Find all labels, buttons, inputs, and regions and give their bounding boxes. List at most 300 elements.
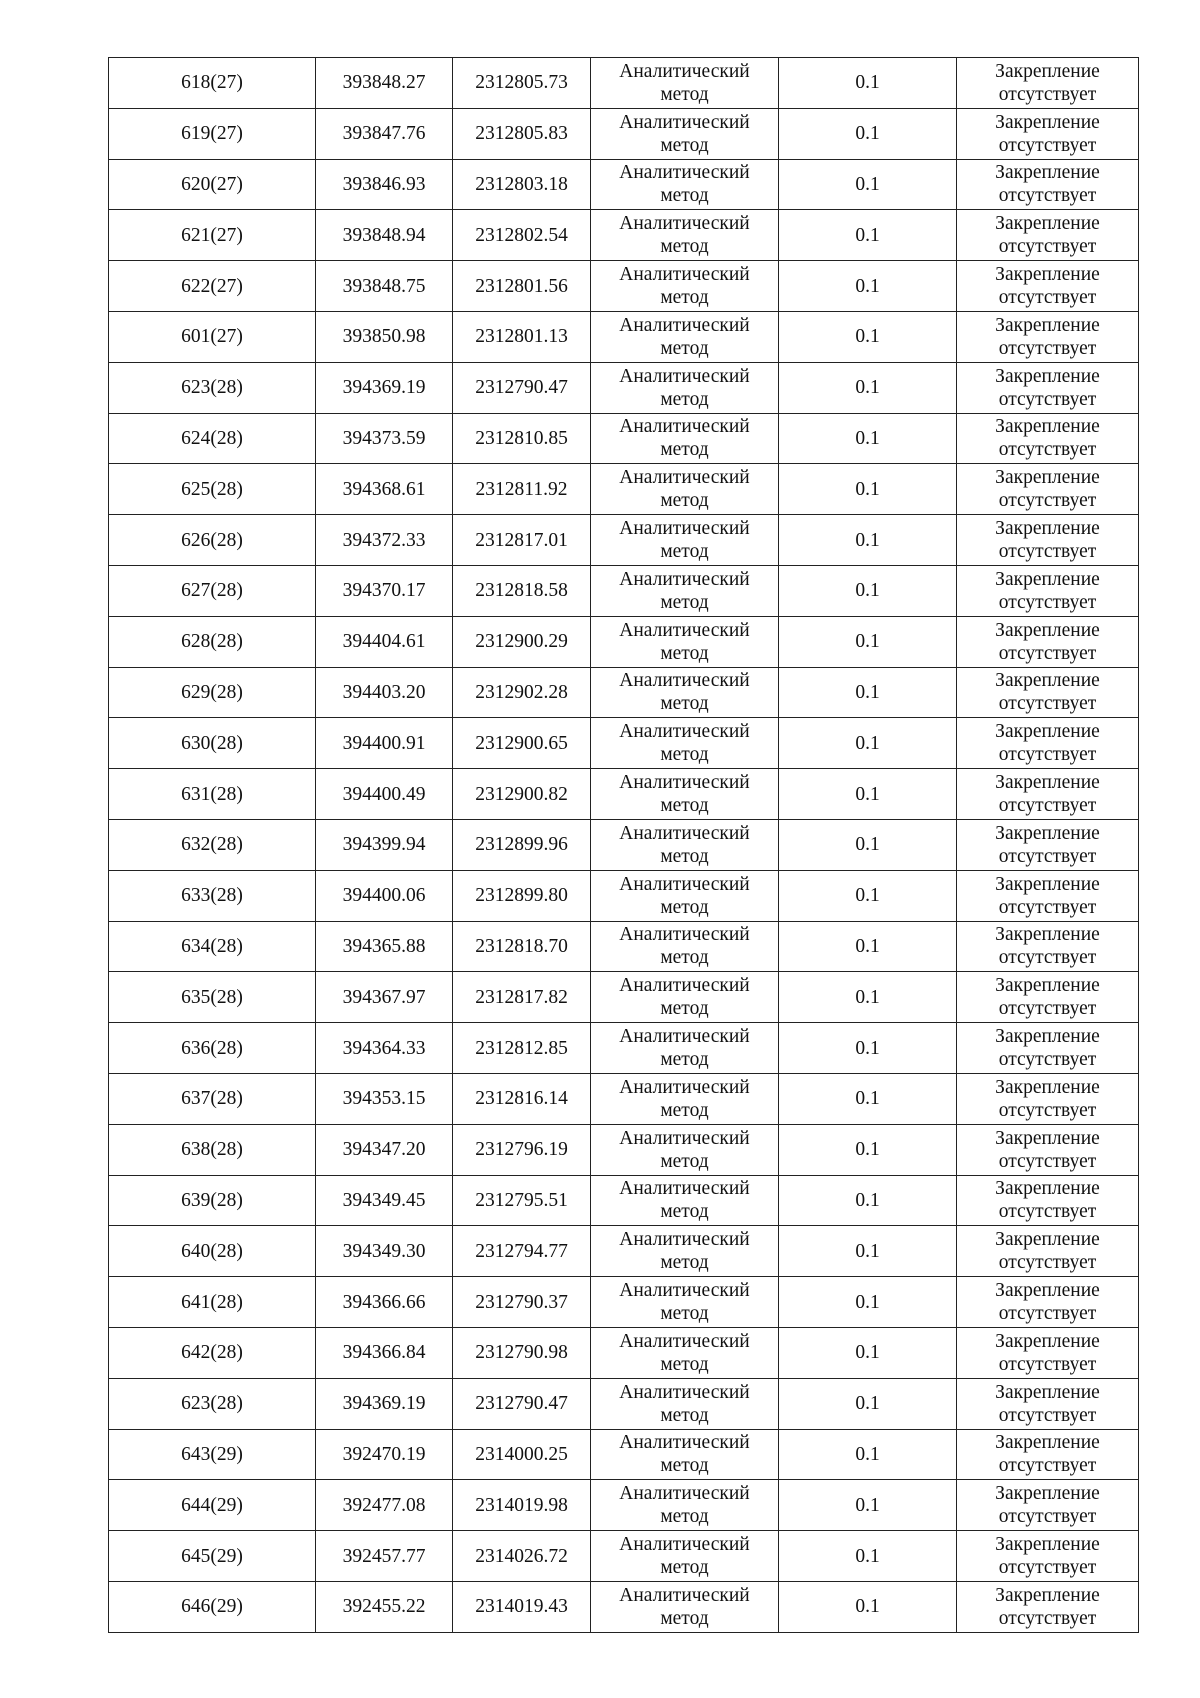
- fixing-cell-line2: отсутствует: [998, 134, 1097, 156]
- method-cell-line1: Аналитический: [619, 264, 750, 286]
- fixing-cell-line1: Закрепление: [995, 1381, 1100, 1403]
- fixing-cell-line1: Закрепление: [995, 975, 1100, 997]
- method-cell-line1: Аналитический: [619, 1483, 750, 1505]
- point-number-cell: 623(28): [109, 362, 316, 413]
- fixing-cell-line2: отсутствует: [998, 83, 1097, 105]
- fixing-cell-line1: Закрепление: [995, 721, 1100, 743]
- x-coordinate-cell: 393848.27: [316, 58, 453, 109]
- table-row: [109, 58, 1139, 109]
- point-number-cell: 640(28): [109, 1226, 316, 1277]
- fixing-cell: [957, 311, 1139, 362]
- table-row: [109, 261, 1139, 312]
- y-coordinate-cell: 2312900.29: [453, 616, 591, 667]
- accuracy-cell: 0.1: [779, 718, 957, 769]
- table-row: [109, 972, 1139, 1023]
- fixing-cell-line1: Закрепление: [995, 822, 1100, 844]
- method-cell-line1: Аналитический: [619, 568, 750, 590]
- accuracy-cell: 0.1: [779, 769, 957, 820]
- method-cell-line1: Аналитический: [619, 1432, 750, 1454]
- fixing-cell-line2: отсутствует: [998, 896, 1097, 918]
- method-cell-line2: метод: [660, 845, 709, 867]
- fixing-cell-line1: Закрепление: [995, 314, 1100, 336]
- fixing-cell: [957, 1124, 1139, 1175]
- x-coordinate-cell: 394365.88: [316, 921, 453, 972]
- fixing-cell-line2: отсутствует: [998, 1557, 1097, 1578]
- method-cell-line2: метод: [660, 1607, 709, 1629]
- method-cell: [591, 565, 779, 616]
- x-coordinate-cell: 392477.08: [316, 1480, 453, 1531]
- fixing-cell-line2: отсутствует: [998, 947, 1097, 969]
- fixing-cell-line1: Закрепление: [995, 1483, 1100, 1505]
- method-cell-line2: метод: [660, 1099, 709, 1121]
- fixing-cell: [957, 1073, 1139, 1124]
- x-coordinate-cell: 394366.66: [316, 1277, 453, 1328]
- y-coordinate-cell: 2312810.85: [453, 413, 591, 464]
- x-coordinate-cell: 392457.77: [316, 1531, 453, 1582]
- method-cell-line2: метод: [660, 1404, 709, 1426]
- method-cell-line2: метод: [660, 1557, 709, 1578]
- method-cell: [591, 1023, 779, 1074]
- y-coordinate-cell: 2312818.58: [453, 565, 591, 616]
- accuracy-cell: 0.1: [779, 1073, 957, 1124]
- accuracy-cell: 0.1: [779, 1581, 957, 1632]
- method-cell-line1: Аналитический: [619, 1178, 750, 1200]
- method-cell: [591, 921, 779, 972]
- fixing-cell-line2: отсутствует: [998, 439, 1097, 461]
- method-cell: [591, 769, 779, 820]
- accuracy-cell: 0.1: [779, 1327, 957, 1378]
- x-coordinate-cell: 394366.84: [316, 1327, 453, 1378]
- table-row: [109, 515, 1139, 566]
- x-coordinate-cell: 393846.93: [316, 159, 453, 210]
- method-cell-line2: метод: [660, 490, 709, 512]
- point-number-cell: 644(29): [109, 1480, 316, 1531]
- method-cell-line2: метод: [660, 1049, 709, 1071]
- fixing-cell: [957, 1429, 1139, 1480]
- fixing-cell-line2: отсутствует: [998, 1150, 1097, 1172]
- x-coordinate-cell: 394364.33: [316, 1023, 453, 1074]
- point-number-cell: 622(27): [109, 261, 316, 312]
- table-row: [109, 1429, 1139, 1480]
- y-coordinate-cell: 2312805.73: [453, 58, 591, 109]
- method-cell-line1: Аналитический: [619, 822, 750, 844]
- method-cell: [591, 819, 779, 870]
- x-coordinate-cell: 394367.97: [316, 972, 453, 1023]
- table-row: [109, 159, 1139, 210]
- x-coordinate-cell: 394404.61: [316, 616, 453, 667]
- method-cell-line1: Аналитический: [619, 1026, 750, 1048]
- fixing-cell: [957, 667, 1139, 718]
- point-number-cell: 638(28): [109, 1124, 316, 1175]
- fixing-cell: [957, 210, 1139, 261]
- point-number-cell: 627(28): [109, 565, 316, 616]
- table-row: [109, 1480, 1139, 1531]
- accuracy-cell: 0.1: [779, 667, 957, 718]
- fixing-cell: [957, 1175, 1139, 1226]
- fixing-cell: [957, 362, 1139, 413]
- fixing-cell-line2: отсутствует: [998, 185, 1097, 207]
- accuracy-cell: 0.1: [779, 210, 957, 261]
- fixing-cell-line2: отсутствует: [998, 1303, 1097, 1325]
- fixing-cell: [957, 769, 1139, 820]
- method-cell-line2: метод: [660, 1353, 709, 1375]
- accuracy-cell: 0.1: [779, 565, 957, 616]
- x-coordinate-cell: 394372.33: [316, 515, 453, 566]
- accuracy-cell: 0.1: [779, 1480, 957, 1531]
- point-number-cell: 636(28): [109, 1023, 316, 1074]
- accuracy-cell: 0.1: [779, 108, 957, 159]
- fixing-cell-line1: Закрепление: [995, 416, 1100, 438]
- accuracy-cell: 0.1: [779, 1124, 957, 1175]
- fixing-cell-line1: Закрепление: [995, 264, 1100, 286]
- coordinates-table-body: [109, 58, 1139, 1633]
- fixing-cell-line1: Закрепление: [995, 518, 1100, 540]
- y-coordinate-cell: 2312790.47: [453, 362, 591, 413]
- x-coordinate-cell: 393847.76: [316, 108, 453, 159]
- table-row: [109, 464, 1139, 515]
- x-coordinate-cell: 394373.59: [316, 413, 453, 464]
- fixing-cell-line2: отсутствует: [998, 236, 1097, 258]
- fixing-cell: [957, 1581, 1139, 1632]
- method-cell: [591, 870, 779, 921]
- method-cell: [591, 58, 779, 109]
- method-cell-line1: Аналитический: [619, 721, 750, 743]
- method-cell: [591, 1124, 779, 1175]
- method-cell-line2: метод: [660, 1150, 709, 1172]
- x-coordinate-cell: 392455.22: [316, 1581, 453, 1632]
- fixing-cell-line1: Закрепление: [995, 1076, 1100, 1098]
- y-coordinate-cell: 2312801.13: [453, 311, 591, 362]
- point-number-cell: 624(28): [109, 413, 316, 464]
- accuracy-cell: 0.1: [779, 261, 957, 312]
- fixing-cell-line1: Закрепление: [995, 162, 1100, 184]
- accuracy-cell: 0.1: [779, 515, 957, 566]
- fixing-cell-line1: Закрепление: [995, 1534, 1100, 1555]
- method-cell: [591, 1073, 779, 1124]
- table-row: [109, 1175, 1139, 1226]
- point-number-cell: 620(27): [109, 159, 316, 210]
- point-number-cell: 635(28): [109, 972, 316, 1023]
- method-cell: [591, 515, 779, 566]
- y-coordinate-cell: 2312796.19: [453, 1124, 591, 1175]
- fixing-cell: [957, 108, 1139, 159]
- table-row: [109, 362, 1139, 413]
- fixing-cell-line1: Закрепление: [995, 924, 1100, 946]
- y-coordinate-cell: 2314019.98: [453, 1480, 591, 1531]
- method-cell-line2: метод: [660, 1252, 709, 1274]
- fixing-cell-line2: отсутствует: [998, 1201, 1097, 1223]
- x-coordinate-cell: 394399.94: [316, 819, 453, 870]
- fixing-cell-line2: отсутствует: [998, 845, 1097, 867]
- point-number-cell: 643(29): [109, 1429, 316, 1480]
- fixing-cell-line2: отсутствует: [998, 1607, 1097, 1629]
- fixing-cell-line2: отсутствует: [998, 490, 1097, 512]
- method-cell-line1: Аналитический: [619, 1330, 750, 1352]
- method-cell: [591, 1429, 779, 1480]
- method-cell-line2: метод: [660, 439, 709, 461]
- point-number-cell: 623(28): [109, 1378, 316, 1429]
- fixing-cell-line1: Закрепление: [995, 1127, 1100, 1149]
- accuracy-cell: 0.1: [779, 413, 957, 464]
- fixing-cell-line1: Закрепление: [995, 1432, 1100, 1454]
- method-cell-line1: Аналитический: [619, 518, 750, 540]
- table-row: [109, 413, 1139, 464]
- document-page: [108, 57, 1138, 1633]
- method-cell: [591, 1480, 779, 1531]
- fixing-cell: [957, 515, 1139, 566]
- fixing-cell-line2: отсутствует: [998, 1506, 1097, 1528]
- table-row: [109, 1531, 1139, 1582]
- table-row: [109, 311, 1139, 362]
- accuracy-cell: 0.1: [779, 159, 957, 210]
- point-number-cell: 619(27): [109, 108, 316, 159]
- y-coordinate-cell: 2312899.80: [453, 870, 591, 921]
- method-cell: [591, 413, 779, 464]
- method-cell-line1: Аналитический: [619, 1076, 750, 1098]
- x-coordinate-cell: 394400.06: [316, 870, 453, 921]
- fixing-cell-line2: отсутствует: [998, 337, 1097, 359]
- method-cell-line2: метод: [660, 1201, 709, 1223]
- accuracy-cell: 0.1: [779, 1531, 957, 1582]
- x-coordinate-cell: 394368.61: [316, 464, 453, 515]
- method-cell-line2: метод: [660, 541, 709, 563]
- table-row: [109, 1023, 1139, 1074]
- method-cell: [591, 464, 779, 515]
- fixing-cell-line2: отсутствует: [998, 642, 1097, 664]
- method-cell: [591, 362, 779, 413]
- fixing-cell-line1: Закрепление: [995, 213, 1100, 235]
- accuracy-cell: 0.1: [779, 58, 957, 109]
- method-cell: [591, 1226, 779, 1277]
- y-coordinate-cell: 2312817.82: [453, 972, 591, 1023]
- point-number-cell: 621(27): [109, 210, 316, 261]
- y-coordinate-cell: 2312900.82: [453, 769, 591, 820]
- method-cell-line1: Аналитический: [619, 314, 750, 336]
- method-cell: [591, 718, 779, 769]
- method-cell-line2: метод: [660, 1506, 709, 1528]
- fixing-cell: [957, 1531, 1139, 1582]
- x-coordinate-cell: 394369.19: [316, 362, 453, 413]
- table-row: [109, 210, 1139, 261]
- x-coordinate-cell: 393850.98: [316, 311, 453, 362]
- method-cell-line1: Аналитический: [619, 162, 750, 184]
- x-coordinate-cell: 394370.17: [316, 565, 453, 616]
- fixing-cell-line2: отсутствует: [998, 693, 1097, 715]
- point-number-cell: 625(28): [109, 464, 316, 515]
- method-cell-line1: Аналитический: [619, 1381, 750, 1403]
- method-cell: [591, 1531, 779, 1582]
- method-cell-line2: метод: [660, 134, 709, 156]
- accuracy-cell: 0.1: [779, 1226, 957, 1277]
- method-cell-line1: Аналитический: [619, 365, 750, 387]
- method-cell-line2: метод: [660, 693, 709, 715]
- accuracy-cell: 0.1: [779, 1429, 957, 1480]
- fixing-cell-line1: Закрепление: [995, 568, 1100, 590]
- y-coordinate-cell: 2312803.18: [453, 159, 591, 210]
- table-row: [109, 718, 1139, 769]
- y-coordinate-cell: 2312818.70: [453, 921, 591, 972]
- x-coordinate-cell: 394369.19: [316, 1378, 453, 1429]
- table-row: [109, 667, 1139, 718]
- method-cell-line2: метод: [660, 388, 709, 410]
- fixing-cell: [957, 464, 1139, 515]
- method-cell-line2: метод: [660, 287, 709, 309]
- fixing-cell-line1: Закрепление: [995, 873, 1100, 895]
- table-row: [109, 819, 1139, 870]
- x-coordinate-cell: 394349.30: [316, 1226, 453, 1277]
- accuracy-cell: 0.1: [779, 311, 957, 362]
- method-cell-line1: Аналитический: [619, 619, 750, 641]
- accuracy-cell: 0.1: [779, 819, 957, 870]
- fixing-cell-line2: отсутствует: [998, 591, 1097, 613]
- fixing-cell: [957, 1277, 1139, 1328]
- coordinates-table: [108, 57, 1139, 1633]
- x-coordinate-cell: 394400.49: [316, 769, 453, 820]
- method-cell-line1: Аналитический: [619, 60, 750, 82]
- point-number-cell: 639(28): [109, 1175, 316, 1226]
- fixing-cell-line1: Закрепление: [995, 111, 1100, 133]
- y-coordinate-cell: 2312790.47: [453, 1378, 591, 1429]
- table-row: [109, 769, 1139, 820]
- method-cell: [591, 1327, 779, 1378]
- method-cell-line1: Аналитический: [619, 467, 750, 489]
- point-number-cell: 628(28): [109, 616, 316, 667]
- y-coordinate-cell: 2314026.72: [453, 1531, 591, 1582]
- y-coordinate-cell: 2314019.43: [453, 1581, 591, 1632]
- y-coordinate-cell: 2314000.25: [453, 1429, 591, 1480]
- fixing-cell-line1: Закрепление: [995, 365, 1100, 387]
- fixing-cell-line1: Закрепление: [995, 619, 1100, 641]
- fixing-cell: [957, 1378, 1139, 1429]
- fixing-cell-line2: отсутствует: [998, 1252, 1097, 1274]
- accuracy-cell: 0.1: [779, 1023, 957, 1074]
- method-cell: [591, 159, 779, 210]
- fixing-cell-line2: отсутствует: [998, 1353, 1097, 1375]
- fixing-cell: [957, 921, 1139, 972]
- fixing-cell-line2: отсутствует: [998, 1099, 1097, 1121]
- point-number-cell: 634(28): [109, 921, 316, 972]
- method-cell: [591, 972, 779, 1023]
- table-row: [109, 565, 1139, 616]
- fixing-cell: [957, 159, 1139, 210]
- table-row: [109, 1277, 1139, 1328]
- fixing-cell: [957, 261, 1139, 312]
- table-row: [109, 1124, 1139, 1175]
- method-cell: [591, 311, 779, 362]
- fixing-cell: [957, 870, 1139, 921]
- fixing-cell: [957, 413, 1139, 464]
- x-coordinate-cell: 393848.75: [316, 261, 453, 312]
- accuracy-cell: 0.1: [779, 1378, 957, 1429]
- method-cell-line1: Аналитический: [619, 1280, 750, 1302]
- fixing-cell-line2: отсутствует: [998, 795, 1097, 817]
- point-number-cell: 632(28): [109, 819, 316, 870]
- method-cell-line2: метод: [660, 795, 709, 817]
- table-row: [109, 921, 1139, 972]
- fixing-cell: [957, 1480, 1139, 1531]
- y-coordinate-cell: 2312790.37: [453, 1277, 591, 1328]
- y-coordinate-cell: 2312794.77: [453, 1226, 591, 1277]
- table-row: [109, 1378, 1139, 1429]
- fixing-cell: [957, 58, 1139, 109]
- accuracy-cell: 0.1: [779, 870, 957, 921]
- fixing-cell: [957, 1023, 1139, 1074]
- fixing-cell-line2: отсутствует: [998, 388, 1097, 410]
- table-row: [109, 1226, 1139, 1277]
- method-cell-line1: Аналитический: [619, 416, 750, 438]
- fixing-cell-line1: Закрепление: [995, 1026, 1100, 1048]
- fixing-cell: [957, 819, 1139, 870]
- accuracy-cell: 0.1: [779, 1175, 957, 1226]
- method-cell-line2: метод: [660, 744, 709, 766]
- point-number-cell: 633(28): [109, 870, 316, 921]
- y-coordinate-cell: 2312801.56: [453, 261, 591, 312]
- method-cell-line2: метод: [660, 947, 709, 969]
- y-coordinate-cell: 2312802.54: [453, 210, 591, 261]
- accuracy-cell: 0.1: [779, 1277, 957, 1328]
- x-coordinate-cell: 394400.91: [316, 718, 453, 769]
- method-cell-line2: метод: [660, 642, 709, 664]
- accuracy-cell: 0.1: [779, 972, 957, 1023]
- y-coordinate-cell: 2312812.85: [453, 1023, 591, 1074]
- fixing-cell-line1: Закрепление: [995, 467, 1100, 489]
- table-row: [109, 1327, 1139, 1378]
- point-number-cell: 626(28): [109, 515, 316, 566]
- fixing-cell: [957, 972, 1139, 1023]
- method-cell-line1: Аналитический: [619, 111, 750, 133]
- fixing-cell: [957, 1327, 1139, 1378]
- method-cell: [591, 108, 779, 159]
- fixing-cell: [957, 1226, 1139, 1277]
- method-cell-line2: метод: [660, 896, 709, 918]
- fixing-cell-line2: отсутствует: [998, 744, 1097, 766]
- fixing-cell-line1: Закрепление: [995, 60, 1100, 82]
- y-coordinate-cell: 2312811.92: [453, 464, 591, 515]
- method-cell: [591, 1378, 779, 1429]
- y-coordinate-cell: 2312900.65: [453, 718, 591, 769]
- x-coordinate-cell: 394353.15: [316, 1073, 453, 1124]
- method-cell-line1: Аналитический: [619, 975, 750, 997]
- method-cell: [591, 667, 779, 718]
- table-row: [109, 1581, 1139, 1632]
- method-cell: [591, 616, 779, 667]
- method-cell: [591, 261, 779, 312]
- y-coordinate-cell: 2312817.01: [453, 515, 591, 566]
- table-row: [109, 870, 1139, 921]
- method-cell: [591, 210, 779, 261]
- fixing-cell-line2: отсутствует: [998, 287, 1097, 309]
- method-cell-line1: Аналитический: [619, 873, 750, 895]
- fixing-cell-line1: Закрепление: [995, 1178, 1100, 1200]
- y-coordinate-cell: 2312899.96: [453, 819, 591, 870]
- method-cell-line2: метод: [660, 1303, 709, 1325]
- method-cell: [591, 1175, 779, 1226]
- x-coordinate-cell: 394403.20: [316, 667, 453, 718]
- y-coordinate-cell: 2312795.51: [453, 1175, 591, 1226]
- x-coordinate-cell: 394347.20: [316, 1124, 453, 1175]
- fixing-cell: [957, 565, 1139, 616]
- point-number-cell: 631(28): [109, 769, 316, 820]
- fixing-cell-line1: Закрепление: [995, 1280, 1100, 1302]
- method-cell-line2: метод: [660, 1455, 709, 1477]
- table-row: [109, 108, 1139, 159]
- accuracy-cell: 0.1: [779, 616, 957, 667]
- fixing-cell-line2: отсутствует: [998, 1404, 1097, 1426]
- method-cell-line1: Аналитический: [619, 1127, 750, 1149]
- method-cell-line2: метод: [660, 591, 709, 613]
- method-cell: [591, 1581, 779, 1632]
- point-number-cell: 618(27): [109, 58, 316, 109]
